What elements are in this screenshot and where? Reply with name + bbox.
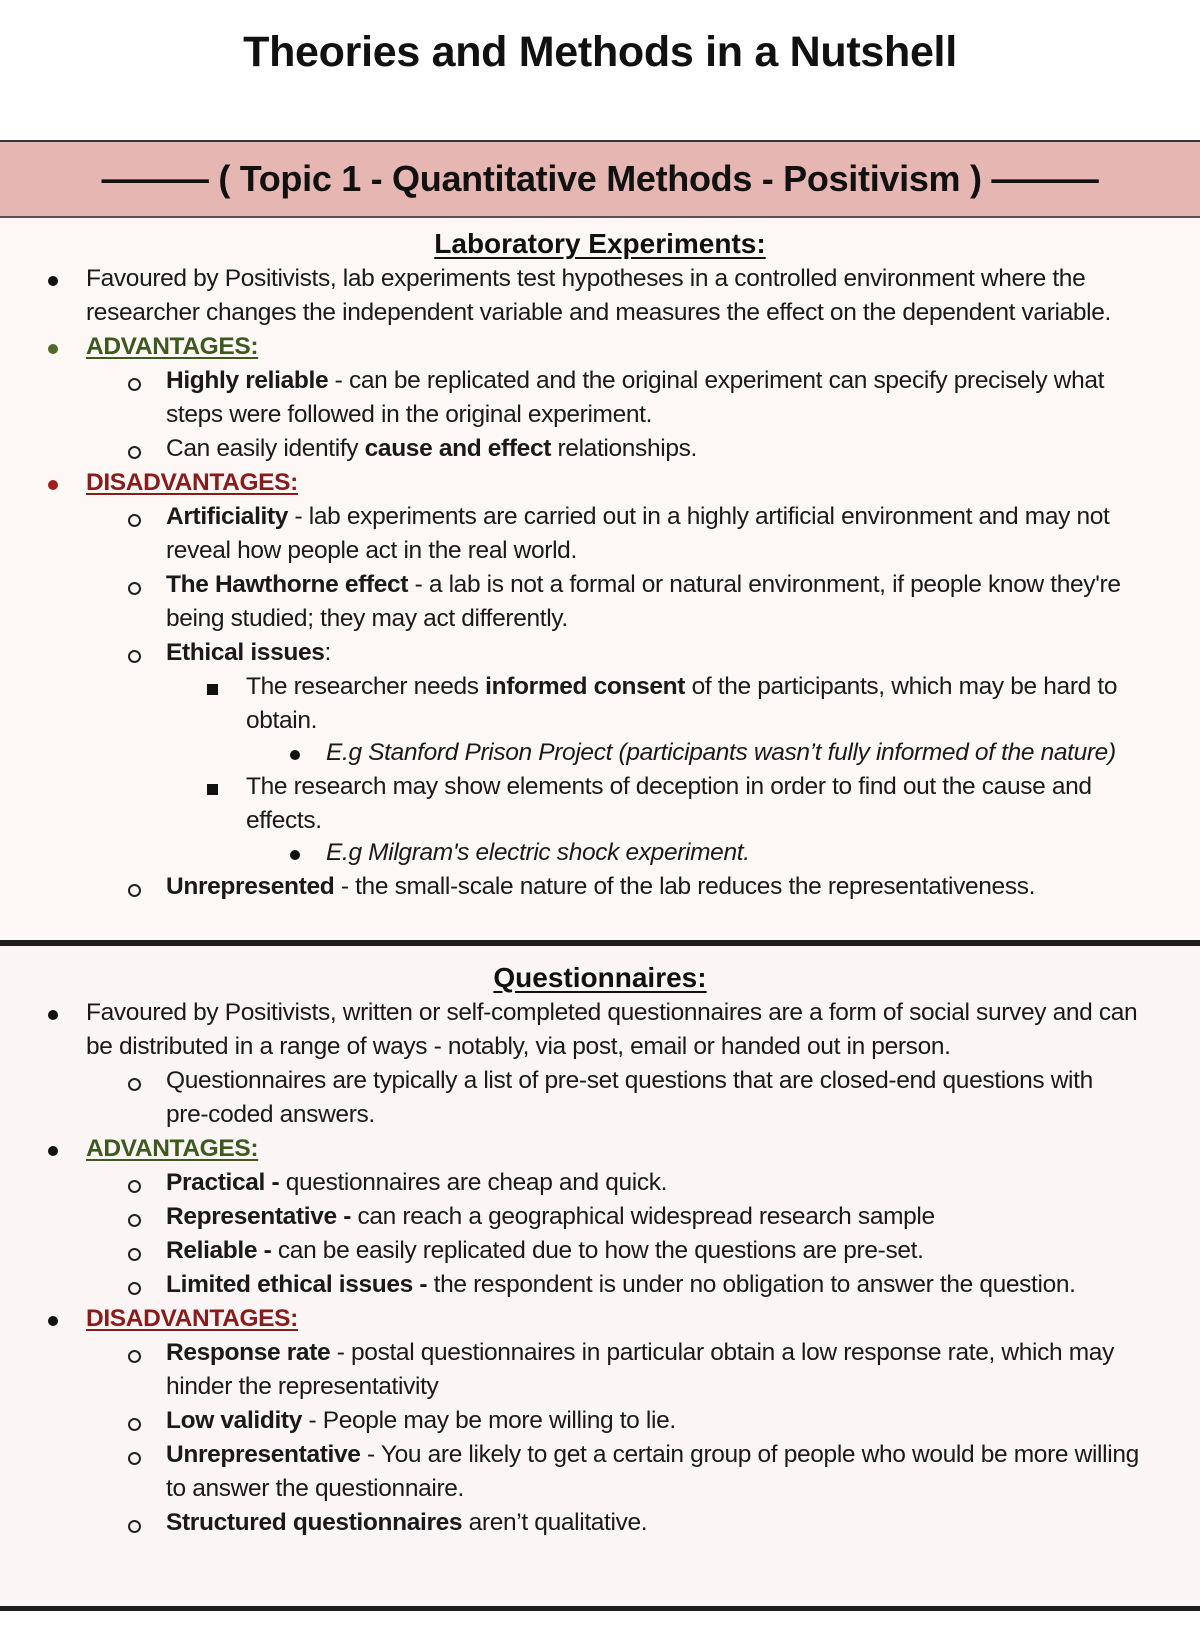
lab-ethics-1-cont: obtain.	[246, 707, 318, 734]
q-disadvantages-label: DISADVANTAGES:	[86, 1305, 298, 1332]
topic-banner: ——— ( Topic 1 - Quantitative Methods - Positivism ) ———	[0, 140, 1200, 218]
circle-bullet-icon	[128, 650, 141, 663]
bullet-icon	[48, 1146, 58, 1156]
q-dis-2: Low validity - People may be more willing to lie.	[166, 1407, 676, 1434]
q-intro-line-1: Favoured by Positivists, written or self-completed questionnaires are a form of social survey and can	[86, 999, 1138, 1026]
lab-dis-1-cont: reveal how people act in the real world.	[166, 537, 577, 564]
circle-bullet-icon	[128, 884, 141, 897]
circle-bullet-icon	[128, 514, 141, 527]
lab-intro-line-1: Favoured by Positivists, lab experiments test hypotheses in a controlled environment where the	[86, 265, 1086, 292]
lab-dis-2: The Hawthorne effect - a lab is not a formal or natural environment, if people know they're	[166, 571, 1121, 598]
lab-ethics-2-example: E.g Milgram's electric shock experiment.	[326, 839, 750, 866]
lab-ethics-2-cont: effects.	[246, 807, 322, 834]
lab-heading: Laboratory Experiments:	[434, 228, 766, 259]
bullet-icon	[290, 850, 300, 860]
lab-dis-1: Artificiality - lab experiments are carried out in a highly artificial environment and may not	[166, 503, 1110, 530]
square-bullet-icon	[207, 784, 218, 795]
circle-bullet-icon	[128, 1452, 141, 1465]
lab-experiments-section	[0, 218, 1200, 940]
q-sub-1: Questionnaires are typically a list of pre-set questions that are closed-end questions with	[166, 1067, 1093, 1094]
lab-adv-1-cont: steps were followed in the original experiment.	[166, 401, 653, 428]
q-adv-1: Practical - questionnaires are cheap and quick.	[166, 1169, 668, 1196]
square-bullet-icon	[207, 684, 218, 695]
circle-bullet-icon	[128, 582, 141, 595]
q-dis-1-cont: hinder the representativity	[166, 1373, 439, 1400]
bullet-icon	[48, 1316, 58, 1326]
q-dis-3-cont: to answer the questionnaire.	[166, 1475, 465, 1502]
questionnaires-section	[0, 946, 1200, 1606]
q-adv-4: Limited ethical issues - the respondent is under no obligation to answer the question.	[166, 1271, 1076, 1298]
bullet-icon	[48, 344, 58, 354]
circle-bullet-icon	[128, 1180, 141, 1193]
lab-intro-line-2: researcher changes the independent variable and measures the effect on the dependent variable.	[86, 299, 1111, 326]
lab-dis-2-cont: being studied; they may act differently.	[166, 605, 568, 632]
lab-ethics-2: The research may show elements of deception in order to find out the cause and	[246, 773, 1092, 800]
circle-bullet-icon	[128, 1282, 141, 1295]
lab-adv-1: Highly reliable - can be replicated and the original experiment can specify precisely what	[166, 367, 1105, 394]
lab-ethics-1: The researcher needs informed consent of the participants, which may be hard to	[246, 673, 1118, 700]
lab-dis-3: Ethical issues:	[166, 639, 331, 666]
circle-bullet-icon	[128, 1078, 141, 1091]
q-sub-1-cont: pre-coded answers.	[166, 1101, 375, 1128]
circle-bullet-icon	[128, 1214, 141, 1227]
questionnaires-heading: Questionnaires:	[493, 962, 707, 993]
bullet-icon	[290, 750, 300, 760]
bullet-icon	[48, 1010, 58, 1020]
lab-disadvantages-label: DISADVANTAGES:	[86, 469, 298, 496]
bullet-icon	[48, 480, 58, 490]
q-adv-3: Reliable - can be easily replicated due to how the questions are pre-set.	[166, 1237, 924, 1264]
circle-bullet-icon	[128, 378, 141, 391]
bullet-icon	[48, 276, 58, 286]
q-dis-3: Unrepresentative - You are likely to get a certain group of people who would be more willing	[166, 1441, 1139, 1468]
section-divider	[0, 1606, 1200, 1611]
q-adv-2: Representative - can reach a geographical widespread research sample	[166, 1203, 935, 1230]
circle-bullet-icon	[128, 446, 141, 459]
q-intro-line-2: be distributed in a range of ways - notably, via post, email or handed out in person.	[86, 1033, 951, 1060]
q-advantages-label: ADVANTAGES:	[86, 1135, 259, 1162]
circle-bullet-icon	[128, 1248, 141, 1261]
circle-bullet-icon	[128, 1520, 141, 1533]
page-title: Theories and Methods in a Nutshell	[243, 28, 957, 76]
lab-dis-4: Unrepresented - the small-scale nature of the lab reduces the representativeness.	[166, 873, 1036, 900]
lab-advantages-label: ADVANTAGES:	[86, 333, 259, 360]
q-dis-4: Structured questionnaires aren’t qualitative.	[166, 1509, 648, 1536]
circle-bullet-icon	[128, 1418, 141, 1431]
lab-adv-2: Can easily identify cause and effect relationships.	[166, 435, 697, 462]
q-dis-1: Response rate - postal questionnaires in particular obtain a low response rate, which may	[166, 1339, 1114, 1366]
lab-ethics-1-example: E.g Stanford Prison Project (participants wasn’t fully informed of the nature)	[326, 739, 1116, 766]
circle-bullet-icon	[128, 1350, 141, 1363]
